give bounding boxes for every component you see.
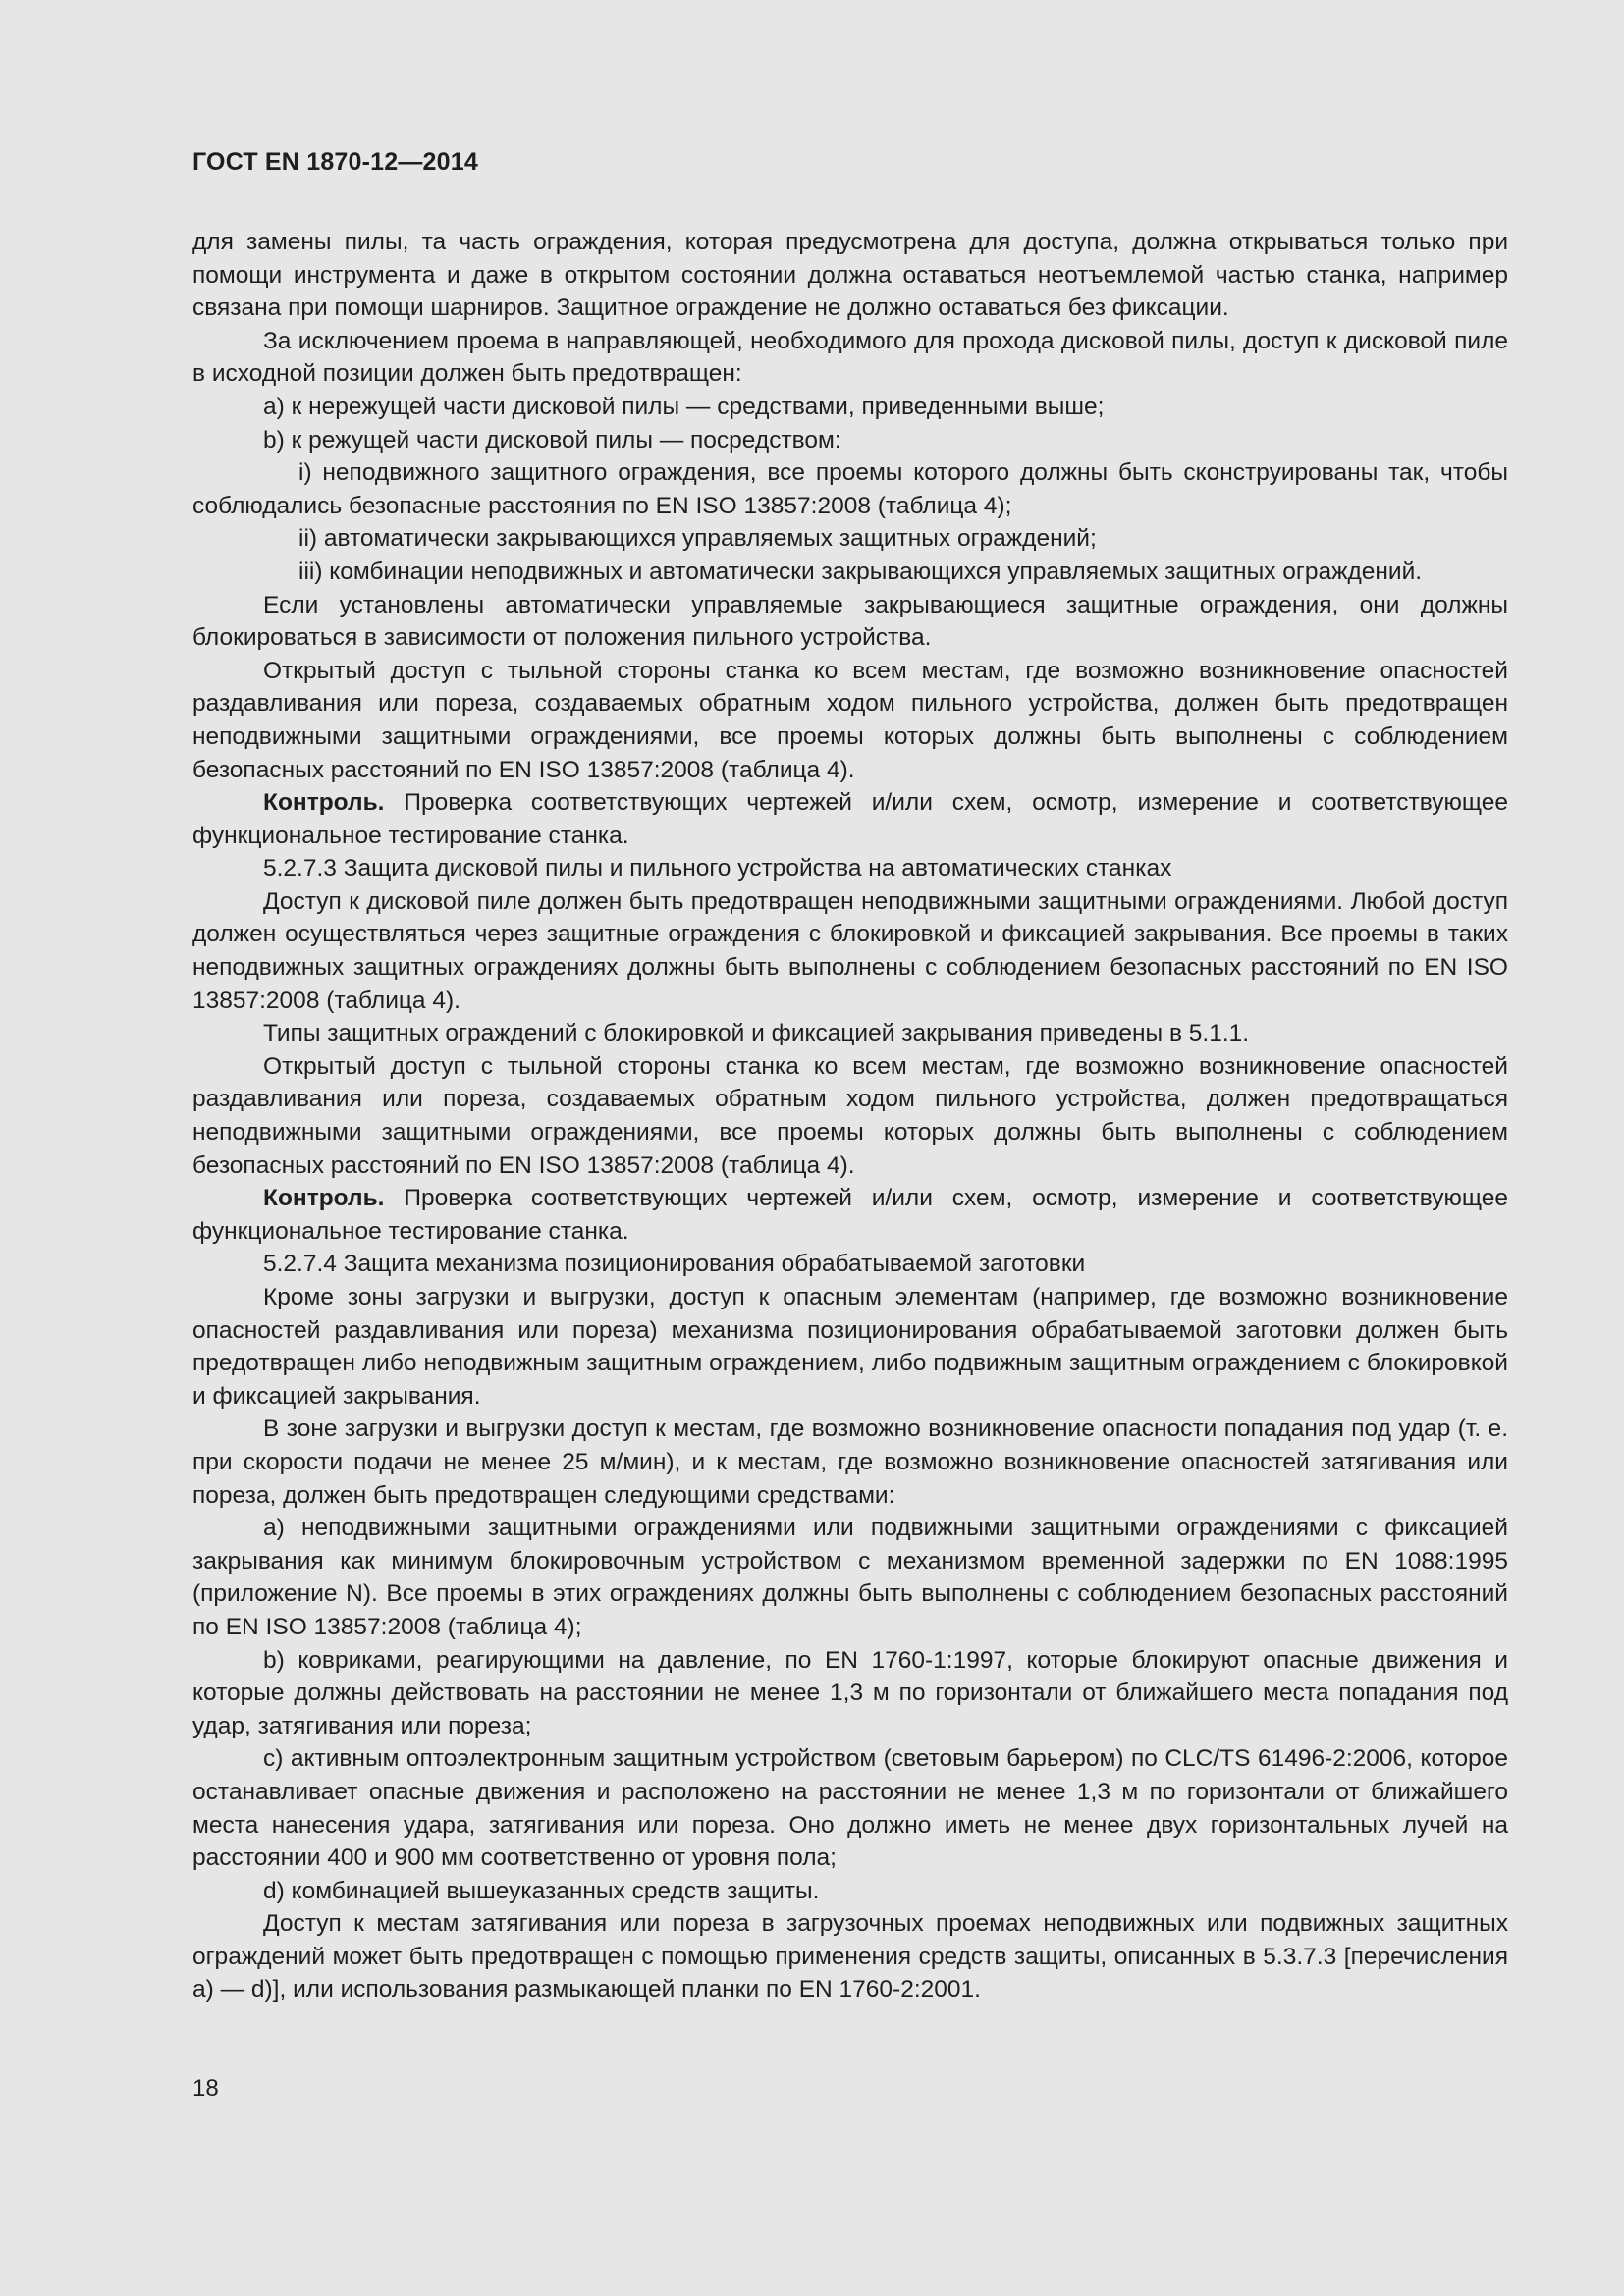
list-item: c) активным оптоэлектронным защитным устройством (световым барьером) по CLC/TS 61496-2:2006, которое останавливает опасные движения и расположено на расстоянии не менее 1,3 м по горизонтали от ближайшего места нанесения удара, затягивания или пореза. Оно должно иметь не менее двух горизонтальных лучей на расстоянии 400 и 900 мм соответственно от уровня пола; — [192, 1745, 1508, 1872]
paragraph: Открытый доступ с тыльной стороны станка ко всем местам, где возможно возникновение опасностей раздавливания или пореза, создаваемых обратным ходом пильного устройства, должен быть предотвращен неподвижными защитными ограждениями, все проемы которых должны быть выполнены с соблюдением безопасных расстояний по EN ISO 13857:2008 (таблица 4). — [192, 657, 1508, 783]
list-item: a) к нережущей части дисковой пилы — средствами, приведенными выше; — [263, 393, 1105, 420]
control-text: Проверка соответствующих чертежей и/или схем, осмотр, измерение и соответствующее функциональное тестирование станка. — [192, 1185, 1508, 1245]
document-body — [192, 226, 1508, 2006]
paragraph: Доступ к дисковой пиле должен быть предотвращен неподвижными защитными ограждениями. Любой доступ должен осуществляться через защитные ограждения с блокировкой и фиксацией закрывания. Все проемы в таких неподвижных защитных ограждениях должны быть выполнены с соблюдением безопасных расстояний по EN ISO 13857:2008 (таблица 4). — [192, 887, 1508, 1014]
control-label: Контроль. — [263, 789, 385, 817]
page-number: 18 — [192, 2075, 219, 2102]
sub-list-item: i) неподвижного защитного ограждения, все проемы которого должны быть сконструированы так, чтобы соблюдались безопасные расстояния по EN ISO 13857:2008 (таблица 4); — [192, 459, 1508, 519]
control-paragraph — [192, 1182, 1508, 1248]
paragraph: Типы защитных ограждений с блокировкой и фиксацией закрывания приведены в 5.1.1. — [263, 1020, 1250, 1047]
paragraph: Если установлены автоматически управляемые закрывающиеся защитные ограждения, они должны блокироваться в зависимости от положения пильного устройства. — [192, 591, 1508, 652]
control-label: Контроль. — [263, 1185, 385, 1212]
paragraph: Доступ к местам затягивания или пореза в загрузочных проемах неподвижных или подвижных защитных ограждений может быть предотвращен с помощью применения средств защиты, описанных в 5.3.7.3 [перечисления a) — d)], или использования размыкающей планки по EN 1760-2:2001. — [192, 1910, 1508, 2003]
control-paragraph — [192, 786, 1508, 852]
paragraph: В зоне загрузки и выгрузки доступ к местам, где возможно возникновение опасности попадания под удар (т. е. при скорости подачи не менее 25 м/мин), и к местам, где возможно возникновение опасностей затягивания или пореза, должен быть предотвращен следующими средствами: — [192, 1415, 1508, 1509]
list-item: b) к режущей части дисковой пилы — посредством: — [263, 426, 841, 454]
paragraph: для замены пилы, та часть ограждения, которая предусмотрена для доступа, должна открываться только при помощи инструмента и даже в открытом состоянии должна оставаться неотъемлемой частью станка, например связана при помощи шарниров. Защитное ограждение не должно оставаться без фиксации. — [192, 229, 1508, 322]
section-heading: 5.2.7.4 Защита механизма позиционирования обрабатываемой заготовки — [263, 1251, 1086, 1278]
list-item: d) комбинацией вышеуказанных средств защиты. — [263, 1877, 820, 1904]
list-item: b) ковриками, реагирующими на давление, по EN 1760-1:1997, которые блокируют опасные движения и которые должны действовать на расстоянии не менее 1,3 м по горизонтали от ближайшего места попадания под удар, затягивания или пореза; — [192, 1646, 1508, 1739]
document-header: ГОСТ EN 1870-12—2014 — [192, 148, 478, 176]
control-text: Проверка соответствующих чертежей и/или схем, осмотр, измерение и соответствующее функциональное тестирование станка. — [192, 789, 1508, 849]
sub-list-item: ii) автоматически закрывающихся управляемых защитных ограждений; — [298, 525, 1097, 553]
section-heading: 5.2.7.3 Защита дисковой пилы и пильного устройства на автоматических станках — [263, 855, 1172, 882]
list-item: a) неподвижными защитными ограждениями или подвижными защитными ограждениями с фиксацией закрывания как минимум блокировочным устройством с механизмом временной задержки по EN 1088:1995 (приложение N). Все проемы в этих ограждениях должны быть выполнены с соблюдением безопасных расстояний по EN ISO 13857:2008 (таблица 4); — [192, 1515, 1508, 1640]
paragraph: За исключением проема в направляющей, необходимого для прохода дисковой пилы, доступ к дисковой пиле в исходной позиции должен быть предотвращен: — [192, 327, 1508, 388]
paragraph: Открытый доступ с тыльной стороны станка ко всем местам, где возможно возникновение опасностей раздавливания или пореза, создаваемых обратным ходом пильного устройства, должен предотвращаться неподвижными защитными ограждениями, все проемы которых должны быть выполнены с соблюдением безопасных расстояний по EN ISO 13857:2008 (таблица 4). — [192, 1052, 1508, 1179]
paragraph: Кроме зоны загрузки и выгрузки, доступ к опасным элементам (например, где возможно возникновение опасностей раздавливания или пореза) механизма позиционирования обрабатываемой заготовки должен быть предотвращен либо неподвижным защитным ограждением, либо подвижным защитным ограждением с блокировкой и фиксацией закрывания. — [192, 1284, 1508, 1410]
sub-list-item: iii) комбинации неподвижных и автоматически закрывающихся управляемых защитных ограждений. — [298, 558, 1423, 585]
